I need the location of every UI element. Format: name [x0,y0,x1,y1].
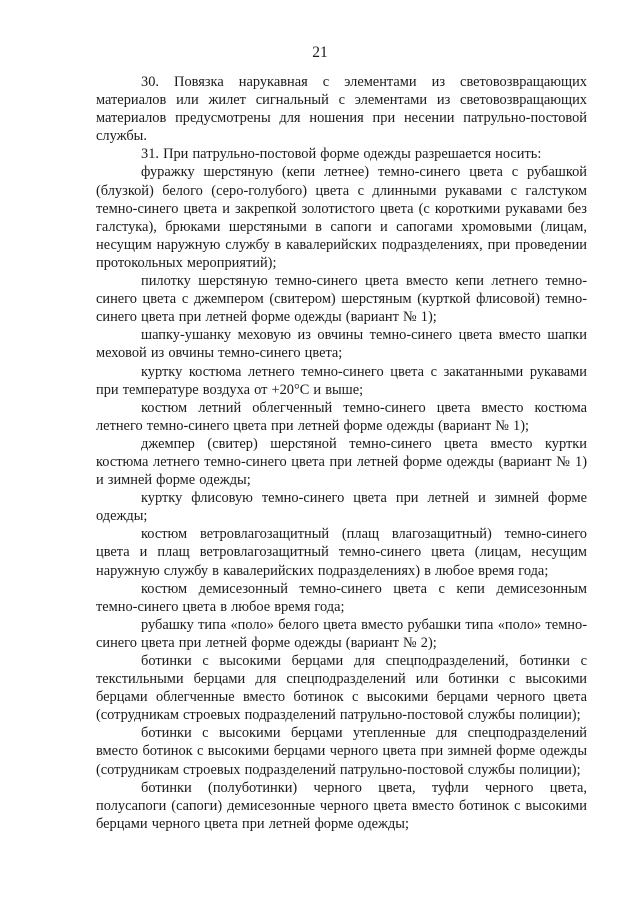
page-number: 21 [312,44,328,61]
paragraph-item-30: 30. Повязка нарукавная с элементами из световозвращающих материалов или жилет сигнальный с элементами из световозвращающих материалов предусмотрены для ношения при несении патрульно-постовой службы. [96,74,587,145]
paragraph-light-suit: костюм летний облегченный темно-синего цвета вместо костюма летнего темно-синего цвета при летней форме одежды (вариант № 1); [96,399,587,434]
document-body [96,73,587,833]
paragraph-rain-suit: костюм ветровлагозащитный (плащ влагозащитный) темно-синего цвета и плащ ветровлагозащитный темно-синего цвета (лицам, несущим наружную службу в кавалерийских подразделениях) в любое время года; [96,526,587,579]
paragraph-cap-shirt: фуражку шерстяную (кепи летнее) темно-синего цвета с рубашкой (блузкой) белого (серо-голубого) цвета с длинными рукавами с галстуком темно-синего цвета и закрепкой золотистого цвета (с короткими рукавами без галстука), брюками шерстяными в сапоги и сапогами хромовыми (лицам, несущим наружную службу в кавалерийских подразделениях, при проведении протокольных мероприятий); [96,164,587,271]
paragraph-polo: рубашку типа «поло» белого цвета вместо рубашки типа «поло» темно-синего цвета при летней форме одежды (вариант № 2); [96,616,587,651]
paragraph-shoes: ботинки (полуботинки) черного цвета, туфли черного цвета, полусапоги (сапоги) демисезонные черного цвета вместо ботинок с высокими берцами черного цвета при летней форме одежды; [96,779,587,832]
paragraph-high-boots: ботинки с высокими берцами для спецподразделений, ботинки с текстильными берцами для спецподразделений или ботинки с высокими берцами облегченные вместо ботинок с высокими берцами черного цвета (сотрудникам строевых подразделений патрульно-постовой службы полиции); [96,653,587,724]
paragraph-item-31: 31. При патрульно-постовой форме одежды разрешается носить: [141,146,542,163]
paragraph-rolled-sleeves: куртку костюма летнего темно-синего цвета с закатанными рукавами при температуре воздуха от +20°С и выше; [96,363,587,398]
paragraph-demi-suit: костюм демисезонный темно-синего цвета с кепи демисезонным темно-синего цвета в любое время года; [96,580,587,615]
paragraph-jumper: джемпер (свитер) шерстяной темно-синего цвета вместо куртки костюма летнего темно-синего цвета при летней форме одежды (вариант № 1) и зимней форме одежды; [96,435,587,489]
paragraph-pilotka: пилотку шерстяную темно-синего цвета вместо кепи летнего темно-синего цвета с джемпером (свитером) шерстяным (курткой флисовой) темно-синего цвета при летней форме одежды (вариант № 1); [96,273,587,326]
paragraph-ushanka: шапку-ушанку меховую из овчины темно-синего цвета вместо шапки меховой из овчины темно-синего цвета; [96,327,587,362]
paragraph-fleece-jacket: куртку флисовую темно-синего цвета при летней и зимней форме одежды; [96,490,587,525]
paragraph-insulated-boots: ботинки с высокими берцами утепленные для спецподразделений вместо ботинок с высокими берцами черного цвета при зимней форме одежды (сотрудникам строевых подразделений патрульно-постовой службы полиции); [96,725,587,778]
